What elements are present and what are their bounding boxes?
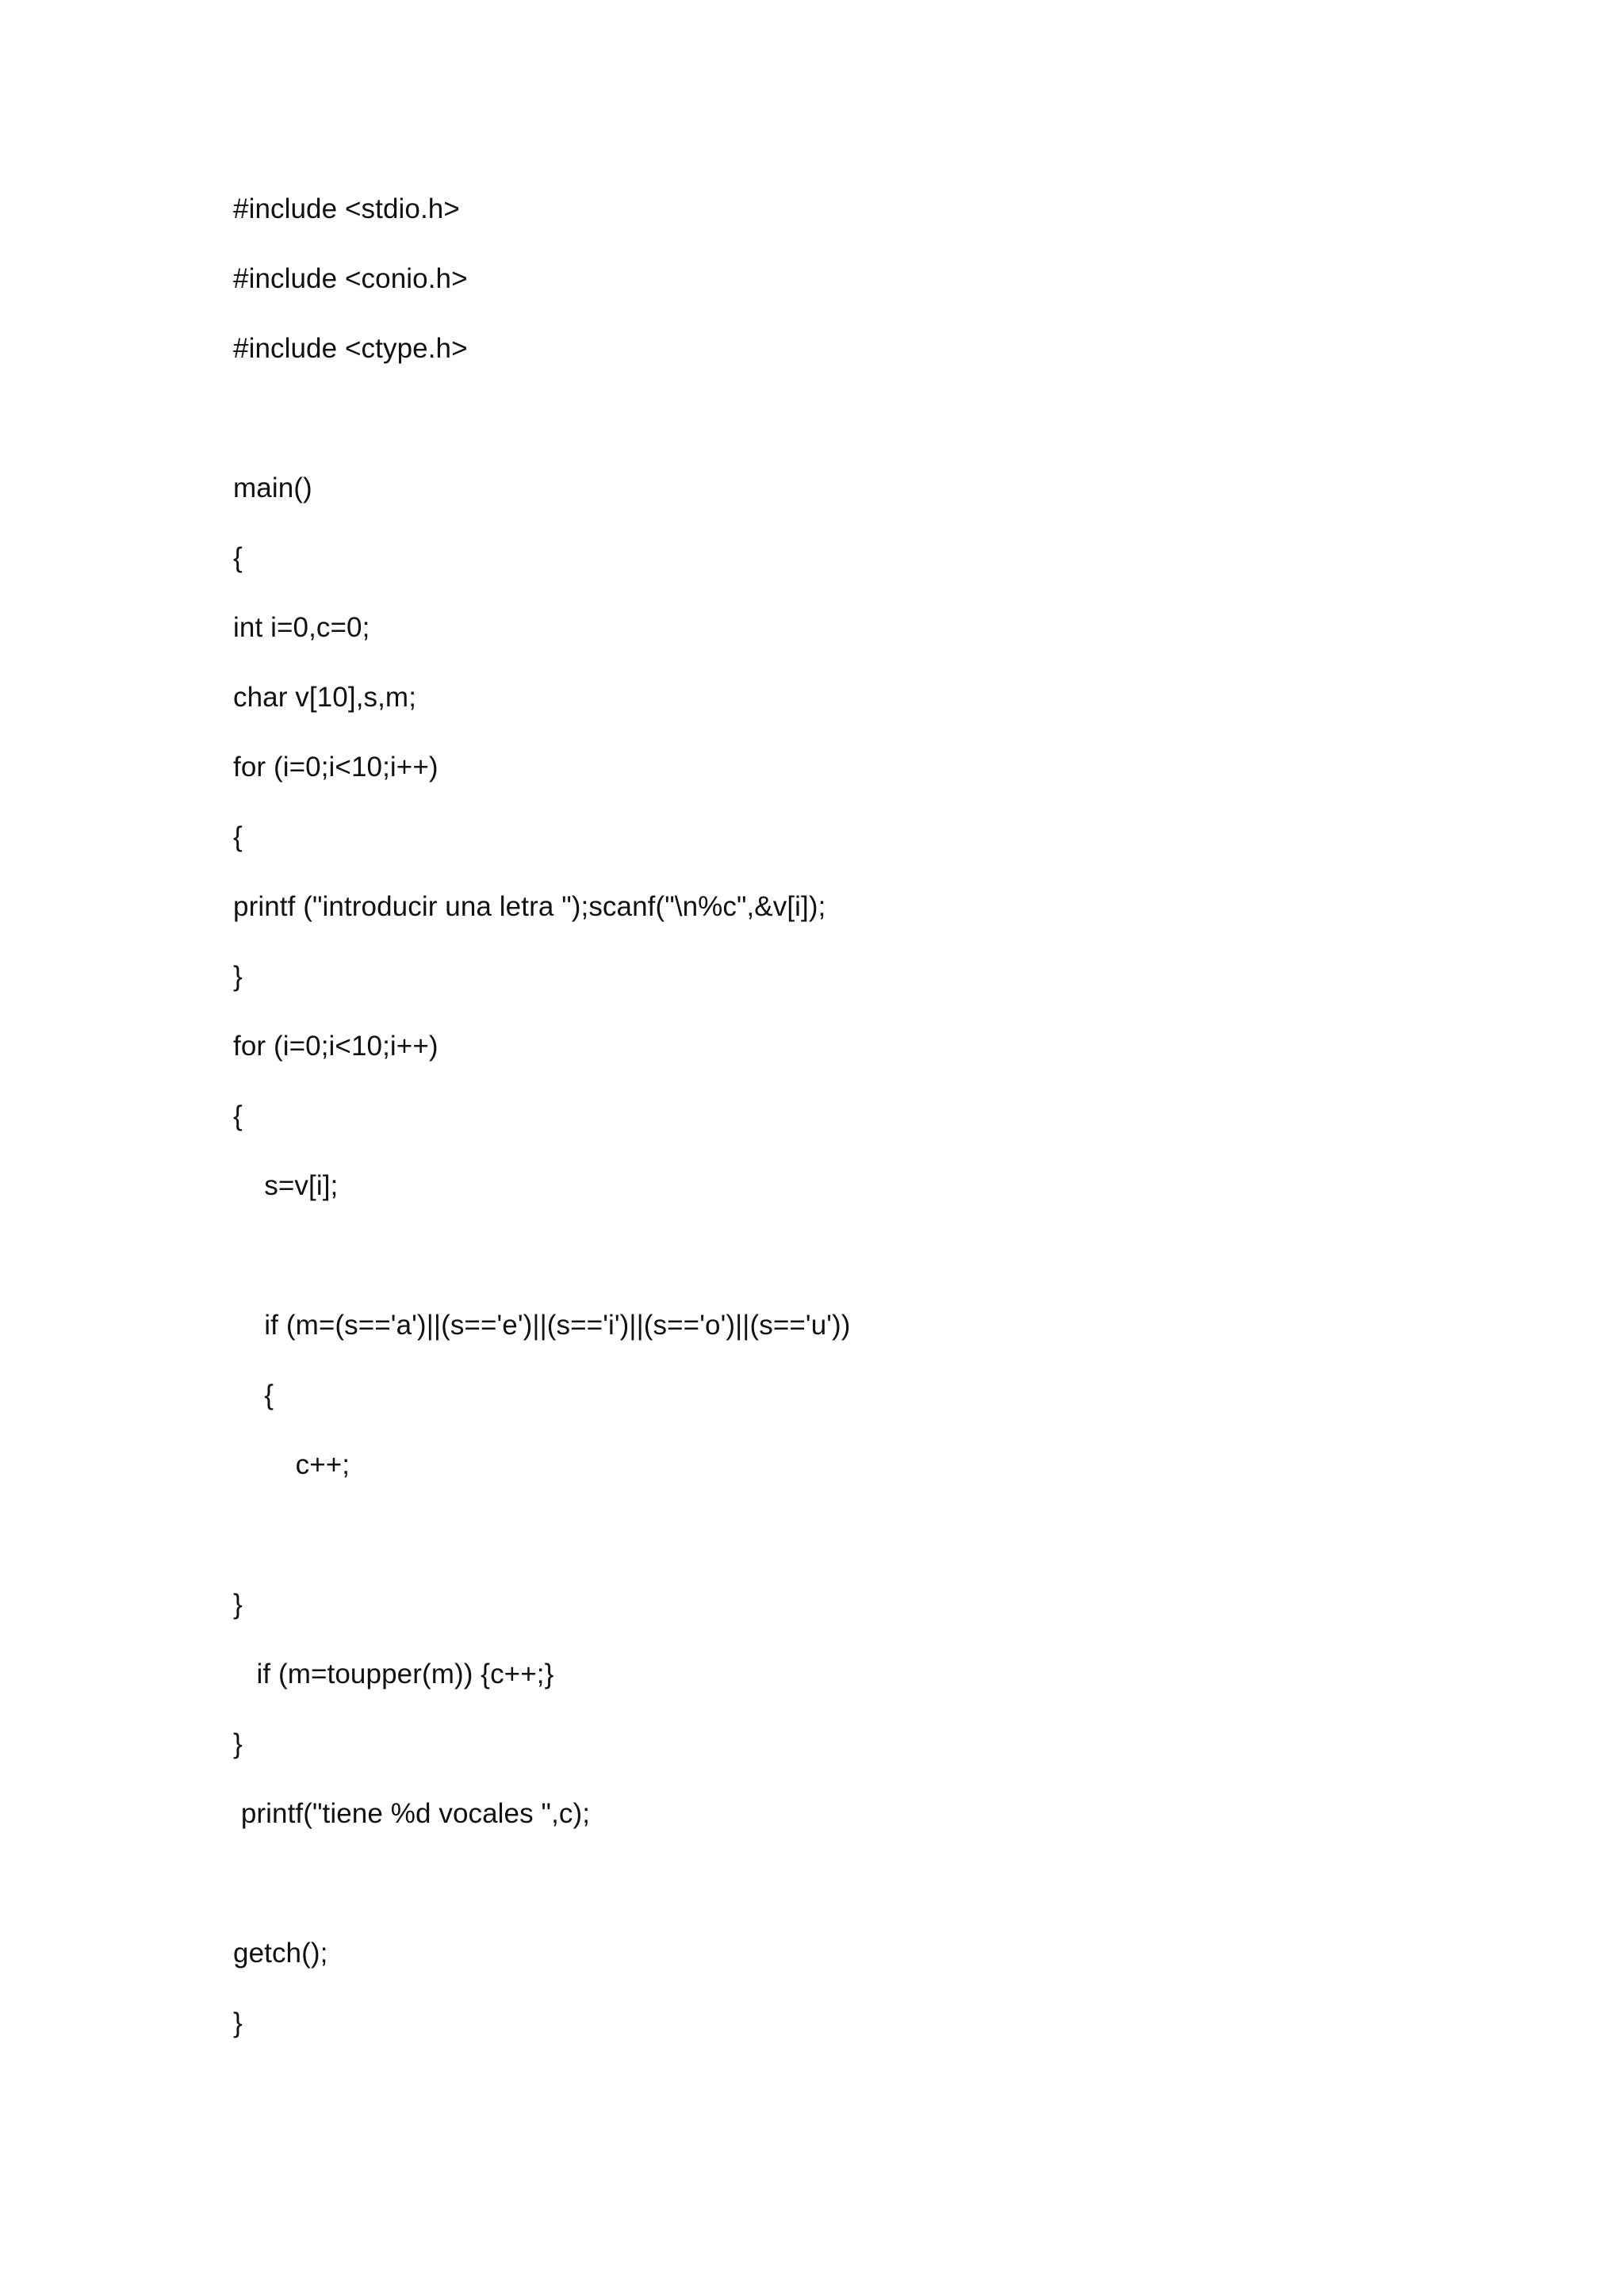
code-line-open-brace: { <box>233 542 243 573</box>
code-line-include-stdio: #include <stdio.h> <box>233 193 460 224</box>
code-line-close-brace: } <box>233 961 243 992</box>
code-line-assignment: s=v[i]; <box>233 1170 339 1201</box>
code-line-close-brace: } <box>233 1728 243 1759</box>
code-line-blank <box>233 1865 1423 1934</box>
code-line-close-brace: } <box>233 1589 243 1620</box>
code-listing <box>233 190 1423 2074</box>
code-line-blank <box>233 400 1423 469</box>
code-line-blank <box>233 1516 1423 1586</box>
code-line-printf-result: printf("tiene %d vocales ",c); <box>233 1798 591 1829</box>
code-line-char-declaration: char v[10],s,m; <box>233 682 417 713</box>
code-line-if-vowel: if (m=(s=='a')||(s=='e')||(s=='i')||(s=='o')||(s=='u')) <box>233 1310 851 1341</box>
code-line-for-loop: for (i=0;i<10;i++) <box>233 752 439 783</box>
code-line-getch: getch(); <box>233 1938 328 1969</box>
code-line-if-toupper: if (m=toupper(m)) {c++;} <box>233 1659 554 1689</box>
code-line-printf-scanf: printf ("introducir una letra ");scanf("\n%c",&v[i]); <box>233 891 826 922</box>
code-line-increment: c++; <box>233 1449 350 1480</box>
code-line-open-brace: { <box>233 1100 243 1131</box>
code-line-close-brace: } <box>233 2007 243 2038</box>
code-line-int-declaration: int i=0,c=0; <box>233 612 370 643</box>
code-line-main: main() <box>233 473 312 503</box>
code-line-open-brace: { <box>233 821 243 852</box>
code-line-open-brace: { <box>233 1380 274 1410</box>
code-line-include-ctype: #include <ctype.h> <box>233 333 468 364</box>
code-line-for-loop: for (i=0;i<10;i++) <box>233 1031 439 1062</box>
code-line-include-conio: #include <conio.h> <box>233 263 468 294</box>
code-line-blank <box>233 1237 1423 1307</box>
